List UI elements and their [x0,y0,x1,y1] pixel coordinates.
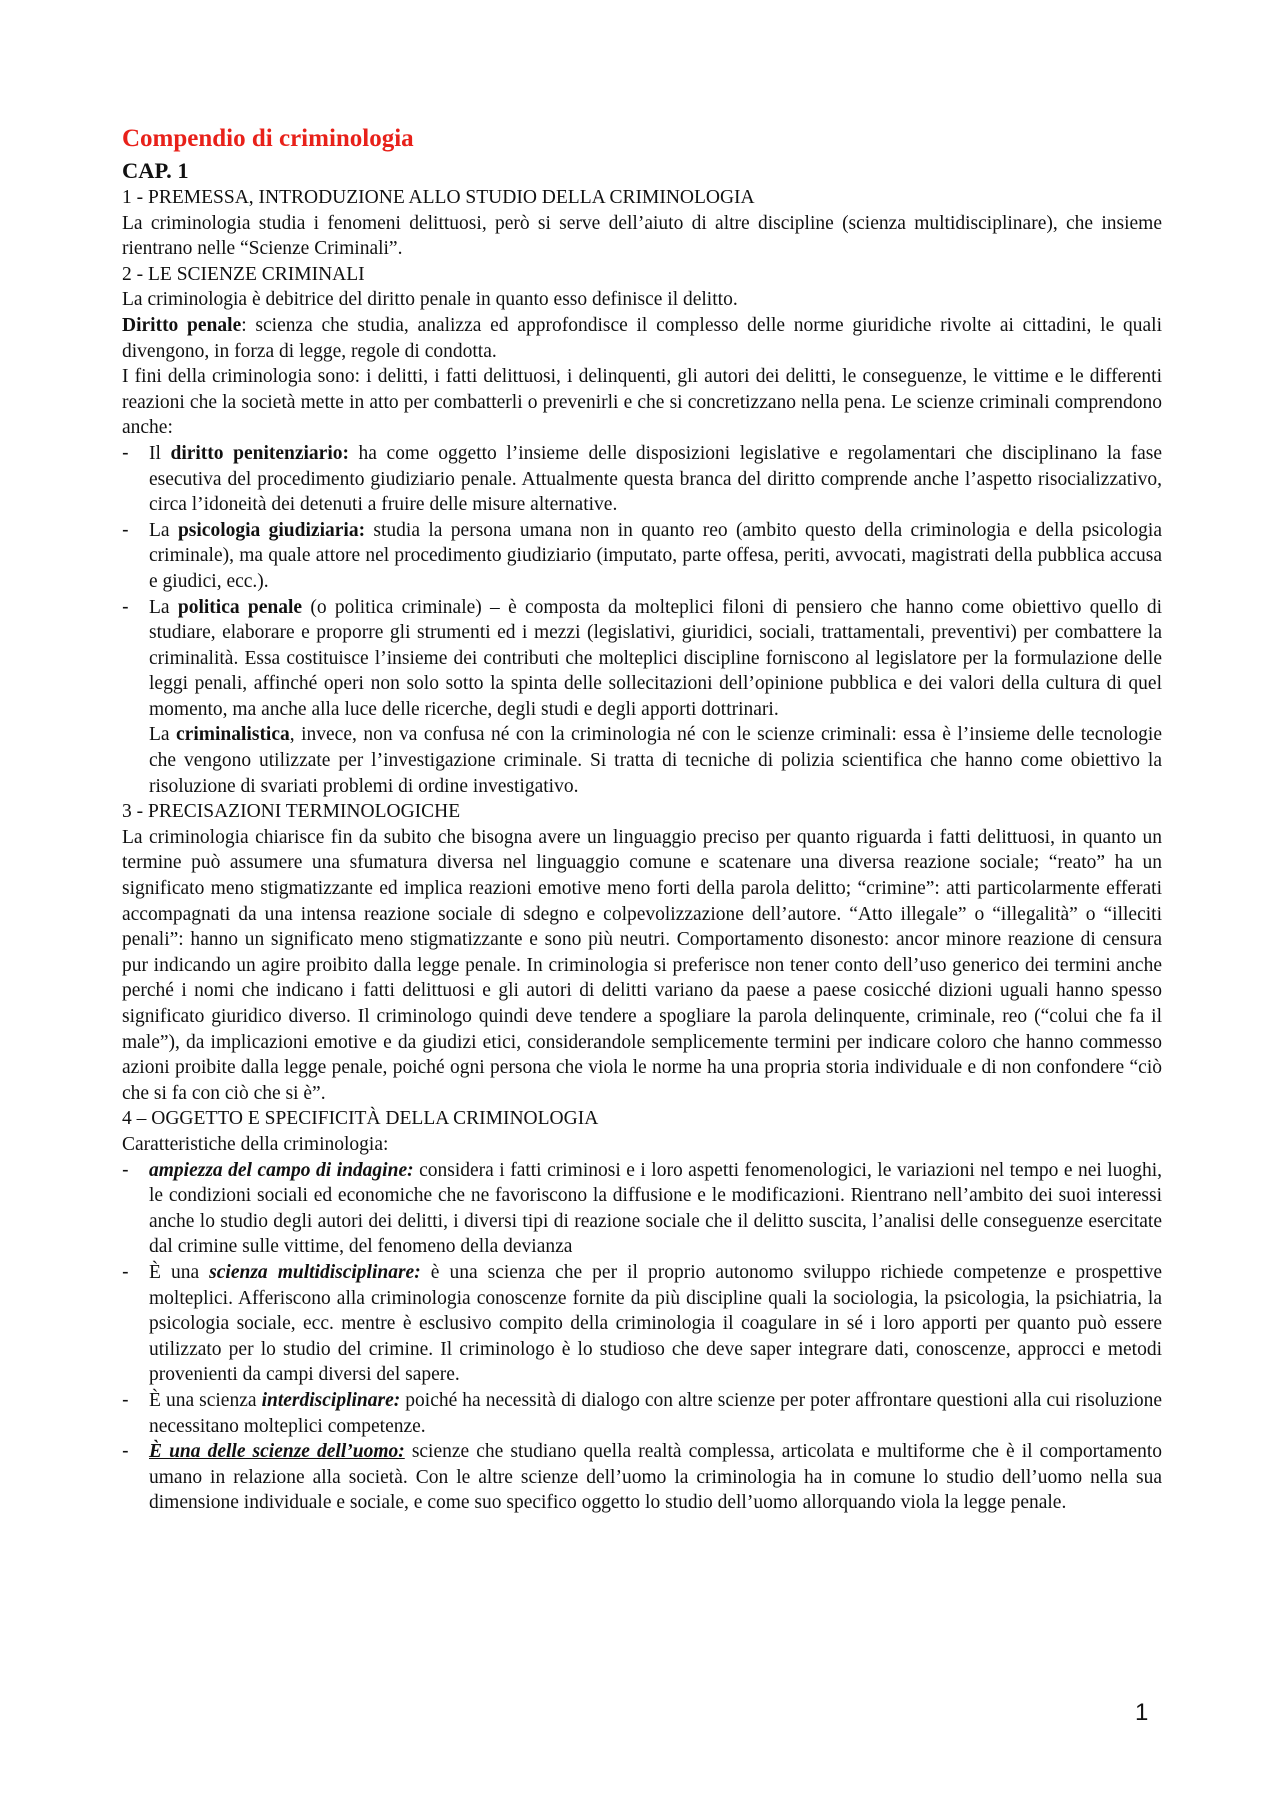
item-prefix: Il [149,442,171,464]
item-term: scienza multidisciplinare: [209,1261,421,1283]
list-item [122,595,1162,723]
item-text: è una scienza che per il proprio autonomo sviluppo richiede competenze e prospettive molteplici. Afferiscono alla criminologia conoscenze fornite da più discipline quali la sociologia, la psicologia, la psichiatria, la psicologia sociale, ecc. mentre è esclusivo compito della criminologia il coagulare in sé i loro apporti per quanto può essere utilizzato per lo studio del crimine. Il criminologo è lo studioso che deve saper integrare dati, conoscenze, approcci e metodi provenienti da campi diversi del sapere. [149,1261,1162,1386]
section-4-heading: 4 – OGGETTO E SPECIFICITÀ DELLA CRIMINOLOGIA [122,1108,599,1130]
term-diritto-penale: Diritto penale [122,314,242,336]
definition-text: : scienza che studia, analizza ed approfondisce il complesso delle norme giuridiche rivolte ai cittadini, le quali divengono, in forza di legge, regole di condotta. [122,314,1162,362]
section-4-list [122,1158,1162,1516]
dash-bullet: - [122,1440,129,1463]
document-title: Compendio di criminologia [122,125,414,152]
item-prefix: La [149,724,177,746]
item-prefix: La [149,596,178,618]
dash-bullet: - [122,441,129,464]
dash-bullet: - [122,595,129,618]
section-3-paragraph: La criminologia chiarisce fin da subito che bisogna avere un linguaggio preciso per quanto riguarda i fatti delittuosi, in quanto un termine può assumere una sfumatura diversa nel linguaggio comune e scatenare una diversa reazione sociale; “reato” ha un significato meno stigmatizzante ed implica reazioni emotive meno forti della parola delitto; “crimine”: atti particolarmente efferati accompagnati da una intensa reazione sociale di sdegno e colpevolizzazione dell’autore. “Atto illegale” o “illegalità” o “illeciti penali”: hanno un significato meno stigmatizzante e sono più neutri. Comportamento disonesto: ancor minore reazione di censura pur indicando un agire proibito dalla legge penale. In criminologia si preferisce non tener conto dell’uso generico dei termini anche perché i nomi che indicano i fatti delittuosi e gli autori di delitti variano da paese a paese cosicché dizioni uguali hanno spesso significato giuridico diverso. Il criminologo quindi deve tendere a spogliare la parola delinquente, criminale, reo (“colui che fa il male”), da implicazioni emotive e da giudizi etici, considerandole semplicemente termini per indicare coloro che hanno commesso azioni proibite dalla legge penale, poiché ogni persona che viola le norme ha una propria storia individuale e di non confondere “ciò che si fa con ciò che si è”. [122,826,1162,1104]
item-text: studia la persona umana non in quanto reo (ambito questo della criminologia e della psicologia criminale), ma quale attore nel procedimento giudiziario (imputato, parte offesa, periti, avvocati, magistrati della pubblica accusa e giudici, ecc.). [149,519,1162,592]
item-text: ha come oggetto l’insieme delle disposizioni legislative e regolamentari che disciplinano la fase esecutiva del procedimento giudiziario penale. Attualmente questa branca del diritto comprende anche l’aspetto risocializzativo, circa l’idoneità dei detenuti a fruire delle misure alternative. [149,442,1162,516]
list-item [122,1158,1162,1260]
section-2-paragraph-1: La criminologia è debitrice del diritto penale in quanto esso definisce il delitto. [122,289,738,311]
section-2-heading: 2 - LE SCIENZE CRIMINALI [122,263,365,285]
item-term: È una delle scienze dell’uomo: [149,1441,405,1463]
dash-bullet: - [122,1260,129,1283]
list-item [122,1260,1162,1388]
list-item [122,518,1162,595]
section-2-paragraph-2 [122,313,1162,364]
item-term: politica penale [177,596,303,618]
item-term: psicologia giudiziaria: [177,519,366,541]
item-text: scienze che studiano quella realtà complessa, articolata e multiforme che è il comportamento umano in relazione alla società. Con le altre scienze dell’uomo la criminologia ha in comune lo studio dell’uomo nella sua dimensione individuale e sociale, e come suo specifico oggetto lo studio dell’uomo allorquando viola la legge penale. [149,1441,1162,1514]
dash-bullet: - [122,1388,129,1411]
item-prefix: È una scienza [149,1389,262,1411]
item-text: , invece, non va confusa né con la criminologia né con le scienze criminali: essa è l’insieme delle tecnologie che vengono utilizzate per l’investigazione criminale. Si tratta di tecniche di polizia scientifica che hanno come obiettivo la risoluzione di svariati problemi di ordine investigativo. [149,724,1162,797]
section-1-heading: 1 - PREMESSA, INTRODUZIONE ALLO STUDIO DELLA CRIMINOLOGIA [122,187,755,208]
item-text: (o politica criminale) – è composta da molteplici filoni di pensiero che hanno come obiettivo quello di studiare, elaborare e proporre gli strumenti ed i mezzi (legislativi, giuridici, sociali, trattamentali, preventivi) per combattere la criminalità. Essa costituisce l’insieme dei contributi che molteplici discipline forniscono al legislatore per la formulazione delle leggi penali, affinché operi non solo sotto la spinta delle sollecitazioni dell’opinione pubblica e dei valori della cultura di quel momento, ma anche alla luce delle ricerche, degli studi e degli apporti dottrinari. [149,596,1162,720]
section-3-heading: 3 - PRECISAZIONI TERMINOLOGICHE [122,801,461,823]
section-4-intro: Caratteristiche della criminologia: [122,1133,389,1155]
item-text: considera i fatti criminosi e i loro aspetti fenomenologici, le variazioni nel tempo e nei luoghi, le condizioni sociali ed economiche che ne favoriscono la diffusione e le modificazioni. Rientrano nell’ambito dei suoi interessi anche lo studio degli autori dei delitti, i diversi tipi di reazione sociale che il delitto suscita, l’analisi delle conseguenze esercitate dal crimine sulle vittime, del fenomeno della devianza [149,1159,1163,1258]
list-item [122,441,1162,518]
item-term: diritto penitenziario: [170,442,349,464]
dash-bullet: - [122,1158,129,1181]
chapter-label: CAP. 1 [122,158,189,183]
item-term: interdisciplinare: [261,1389,401,1411]
term-criminalistica: criminalistica [176,724,290,746]
item-prefix: La [149,519,178,541]
dash-bullet: - [122,518,129,541]
item-prefix: È una [149,1261,210,1283]
section-2-paragraph-3: I fini della criminologia sono: i delitti, i fatti delittuosi, i delinquenti, gli autori dei delitti, le conseguenze, le vittime e le differenti reazioni che la società mette in atto per combatterli o prevenirli e che si concretizzano nella pena. Le scienze criminali comprendono anche: [122,366,1162,439]
section-1-paragraph: La criminologia studia i fenomeni delittuosi, però si serve dell’aiuto di altre discipline (scienza multidisciplinare), che insieme rientrano nelle “Scienze Criminali”. [122,212,1162,260]
page-number: 1 [1135,1699,1149,1726]
criminalistica-paragraph [122,722,1162,799]
list-item [122,1388,1162,1439]
document-page [122,122,1162,1516]
item-term: ampiezza del campo di indagine: [149,1159,414,1181]
item-text: poiché ha necessità di dialogo con altre scienze per poter affrontare questioni alla cui risoluzione necessitano molteplici competenze. [149,1389,1162,1437]
section-2-list [122,441,1162,723]
list-item [122,1439,1162,1516]
